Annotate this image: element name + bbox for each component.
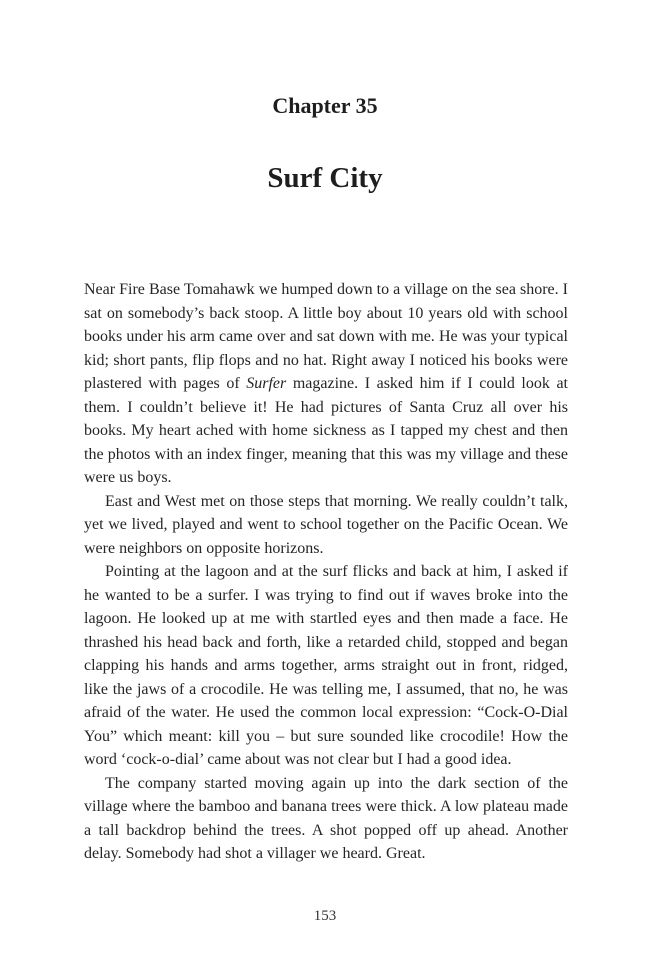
paragraph-2: [84, 490, 568, 561]
paragraph-1-text-a: Near Fire Base Tomahawk we humped down to a village on the sea shore. I sat on somebody’s back stoop. A little boy about 10 years old with school books under his arm came over and sat down with me. He was your typical kid; short pants, flip flops and no hat. Right away I noticed his books were plastered with pages of: [84, 281, 568, 392]
paragraph-3: [84, 560, 568, 772]
chapter-number: Chapter 35: [272, 93, 378, 118]
paragraph-2-text: East and West met on those steps that morning. We really couldn’t talk, yet we lived, played and went to school together on the Pacific Ocean. We were neighbors on opposite horizons.: [84, 492, 568, 557]
magazine-title: Surfer: [246, 375, 287, 392]
page-number: 153: [313, 908, 337, 924]
chapter-body: [84, 278, 568, 866]
paragraph-1: [84, 278, 568, 490]
paragraph-3-text: Pointing at the lagoon and at the surf flicks and back at him, I asked if he wanted to be a surfer. I was trying to find out if waves broke into the lagoon. He looked up at me with startled eyes and then made a face. He thrashed his head back and forth, like a retarded child, stopped and began clapping his hands and arms together, arms straight out in front, ridged, like the jaws of a crocodile. He was telling me, I assumed, that no, he was afraid of the water. He used the common local expression: “Cock-O-Dial You” which meant: kill you – but sure sounded like crocodile! How the word ‘cock-o-dial’ came about was not clear but I had a good idea.: [84, 563, 568, 768]
paragraph-1-text-b: magazine. I asked him if I could look at them. I couldn’t believe it! He had pictures of Santa Cruz all over his books. My heart ached with home sickness as I tapped my chest and then the photos with an index finger, meaning that this was my village and these were us boys.: [84, 375, 568, 486]
paragraph-4: [84, 772, 568, 866]
chapter-title: Surf City: [267, 162, 383, 194]
paragraph-4-text: The company started moving again up into the dark section of the village where the bamboo and banana trees were thick. A low plateau made a tall backdrop behind the trees. A shot popped off up ahead. Another delay. Somebody had shot a villager we heard. Great.: [84, 774, 568, 862]
